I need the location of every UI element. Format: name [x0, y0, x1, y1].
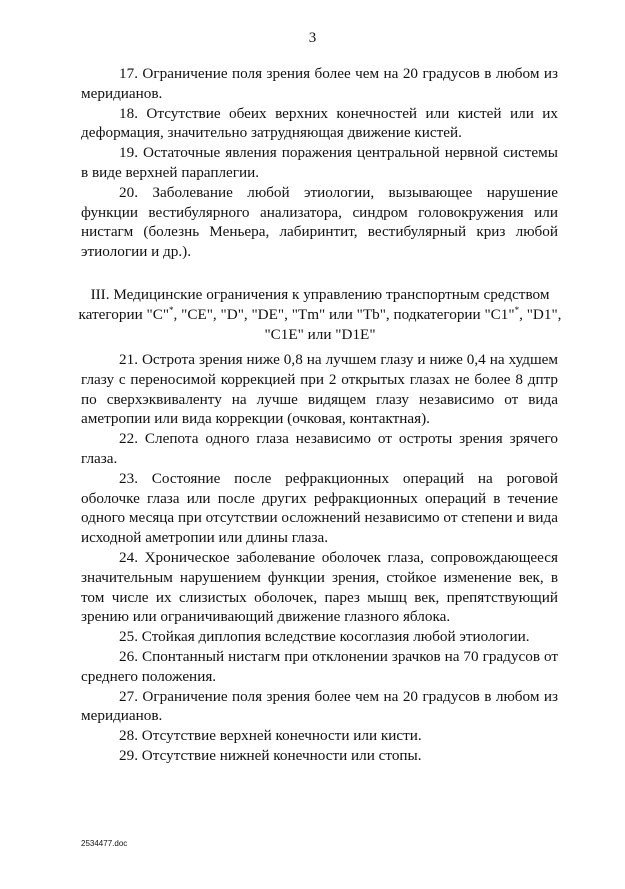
list-part-1 [81, 64, 558, 262]
heading-text: , "CE", "D", "DE", "Tm" или "Tb", подкатегории "C1" [173, 306, 515, 323]
list-item: 28. Отсутствие верхней конечности или кисти. [119, 727, 422, 745]
page-number: 3 [308, 30, 317, 46]
list-item: 18. Отсутствие обеих верхних конечностей или кистей или их деформация, значительно затрудняющая движение кистей. [81, 104, 558, 142]
list-item: 29. Отсутствие нижней конечности или стопы. [119, 746, 422, 764]
list-item: 19. Остаточные явления поражения центральной нервной системы в виде верхней параплегии. [81, 144, 558, 181]
list-item: 25. Стойкая диплопия вследствие косоглазия любой этиологии. [119, 628, 530, 646]
list-item: 20. Заболевание любой этиологии, вызывающее нарушение функции вестибулярного анализатора, синдром головокружения или нистагм (болезнь Меньера, лабиринтит, вестибулярный криз любой этиологии и др.). [81, 183, 558, 261]
footer-filename: 2534477.doc [81, 839, 128, 848]
section-heading [70, 285, 570, 345]
list-item: 26. Спонтанный нистагм при отклонении зрачков на 70 градусов от среднего положения. [81, 647, 558, 685]
list-item: 23. Состояние после рефракционных операций на роговой оболочке глаза или после других рефракционных операций в течение одного месяца при отсутствии осложнений независимо от степени и вида исходной аметропии или длины глаза. [81, 469, 558, 547]
list-item: 24. Хроническое заболевание оболочек глаза, сопровождающееся значительным нарушением функции зрения, стойкое изменение век, в том числе их слизистых оболочек, парез мышц век, препятствующий зрению или ограничивающий движение глазного яблока. [81, 548, 558, 626]
section-heading-line-3: "C1E" или "D1E" [264, 326, 376, 343]
list-part-2 [81, 350, 558, 766]
heading-text: категории "C" [78, 306, 170, 323]
list-item: 22. Слепота одного глаза независимо от остроты зрения зрячего глаза. [81, 430, 558, 467]
list-item: 17. Ограничение поля зрения более чем на 20 градусов в любом из меридианов. [81, 65, 558, 102]
section-heading-line-2 [70, 305, 570, 325]
heading-text: , "D1", [519, 306, 562, 323]
section-heading-line-1: III. Медицинские ограничения к управлению транспортным средством [90, 286, 550, 303]
footnote-mark: * [169, 304, 174, 315]
footnote-mark: * [514, 304, 520, 315]
list-item: 21. Острота зрения ниже 0,8 на лучшем глазу и ниже 0,4 на худшем глазу с переносимой коррекцией при 2 открытых глазах не более 8 дптр по сверхэквиваленту на лучше видящем глазу независимо от вида аметропии или вида коррекции (очковая, контактная). [81, 351, 558, 428]
list-item: 27. Ограничение поля зрения более чем на 20 градусов в любом из меридианов. [81, 687, 558, 725]
